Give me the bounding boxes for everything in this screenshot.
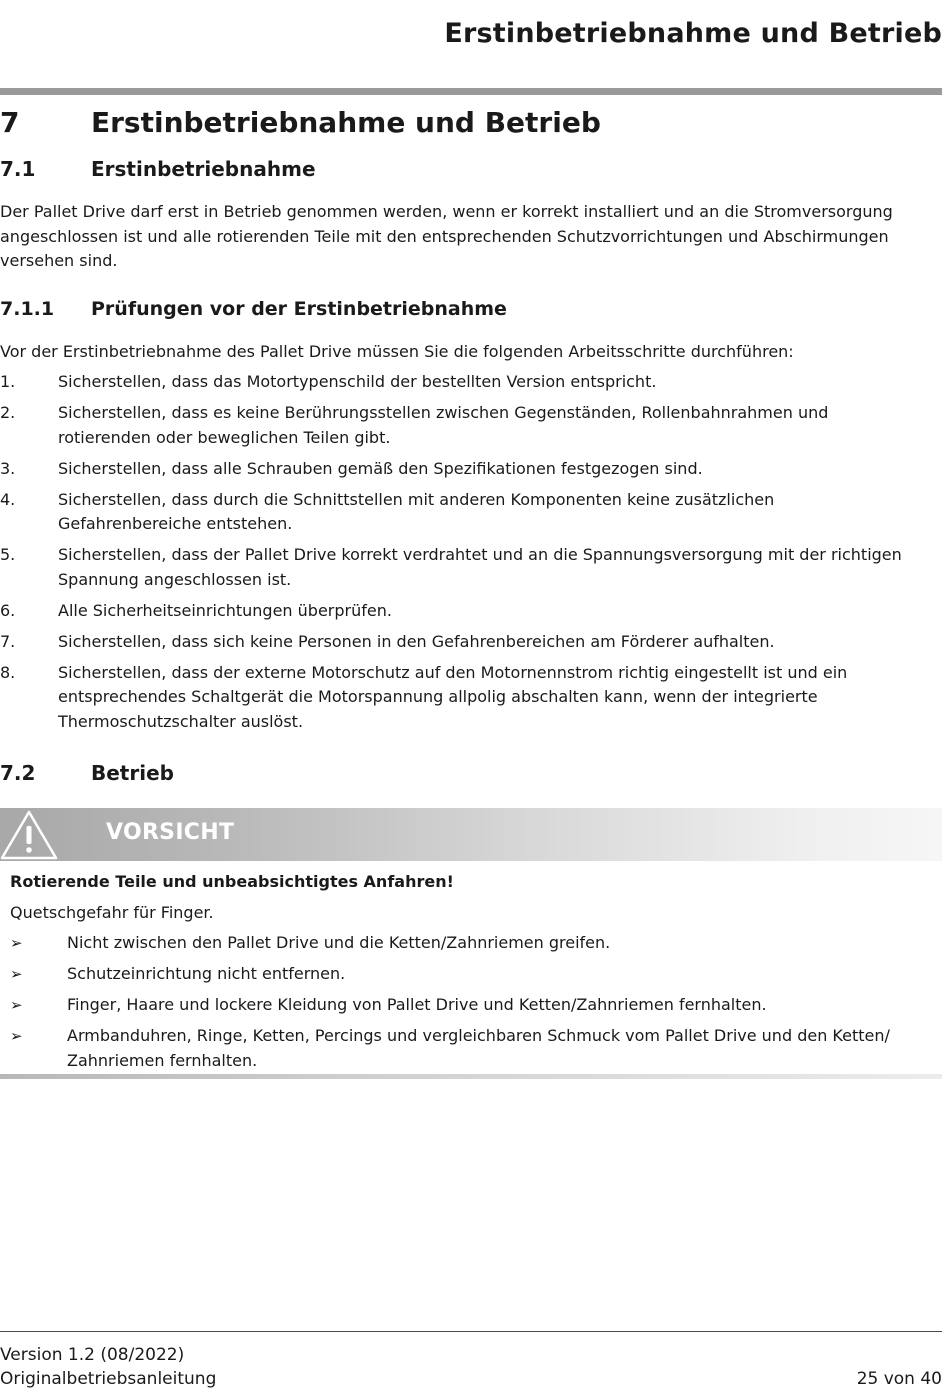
step-text: Alle Sicherheitseinrichtungen überprüfen.	[58, 600, 392, 620]
arrow-bullet-icon: ➢	[10, 1027, 23, 1045]
page-number: 25 von 40	[856, 1369, 942, 1389]
arrow-bullet-icon: ➢	[10, 934, 23, 952]
list-item	[0, 630, 915, 655]
caution-body	[10, 870, 910, 1080]
footer-version: Version 1.2 (08/2022)	[0, 1345, 185, 1365]
list-item	[10, 962, 910, 987]
section-number: 7.1	[0, 157, 36, 181]
list-item	[10, 1024, 910, 1073]
warning-triangle-icon	[0, 810, 58, 860]
hazard-title: Rotierende Teile und unbeabsichtigtes Anfahren!	[10, 872, 454, 891]
section-number: 7.1.1	[0, 298, 55, 320]
step-number: 7.	[0, 631, 16, 651]
list-item	[10, 993, 910, 1018]
measure-text: Nicht zwischen den Pallet Drive und die Ketten/Zahnriemen greifen.	[67, 933, 611, 952]
footer-rule	[0, 1331, 942, 1332]
section-title: Erstinbetriebnahme und Betrieb	[91, 106, 601, 139]
caution-label: VORSICHT	[106, 820, 235, 845]
measure-text: Schutzeinrichtung nicht entfernen.	[67, 964, 346, 983]
measure-text: Finger, Haare und lockere Kleidung von Pallet Drive und Ketten/Zahnriemen fernhalten.	[67, 995, 767, 1014]
section-title: Betrieb	[91, 761, 174, 785]
footer-left	[0, 1343, 216, 1391]
list-item	[0, 401, 915, 450]
hazard-measures	[10, 931, 910, 1073]
step-number: 4.	[0, 489, 16, 509]
checklist-steps	[0, 370, 915, 741]
step-number: 5.	[0, 545, 16, 564]
step-text: Sicherstellen, dass durch die Schnittstellen mit anderen Komponenten keine zusätzlichen Gefahrenbereiche entstehen.	[58, 489, 775, 533]
arrow-bullet-icon: ➢	[10, 996, 23, 1014]
caution-banner	[0, 808, 942, 861]
section-7-1-paragraph: Der Pallet Drive darf erst in Betrieb genommen werden, wenn er korrekt installiert und an die Stromversorgung angeschlossen ist und alle rotierenden Teile mit den entsprechenden Schutzvorrichtungen und Abschirmungen versehen sind.	[0, 202, 893, 270]
section-7-1-heading	[0, 157, 316, 181]
header-rule	[0, 88, 942, 95]
list-item	[0, 457, 915, 482]
section-7-1-1-heading	[0, 298, 507, 320]
section-7-1-1-intro: Vor der Erstinbetriebnahme des Pallet Drive müssen Sie die folgenden Arbeitsschritte durchführen:	[0, 342, 794, 361]
section-7-heading	[0, 106, 601, 139]
step-number: 3.	[0, 458, 16, 478]
list-item	[0, 543, 915, 592]
section-title: Prüfungen vor der Erstinbetriebnahme	[91, 298, 507, 320]
step-text: Sicherstellen, dass das Motortypenschild der bestellten Version entspricht.	[58, 372, 657, 391]
section-title: Erstinbetriebnahme	[91, 157, 316, 181]
step-text: Sicherstellen, dass sich keine Personen in den Gefahrenbereichen am Förderer aufhalten.	[58, 631, 775, 651]
measure-text: Armbanduhren, Ringe, Ketten, Percings und vergleichbaren Schmuck vom Pallet Drive und den Ketten/ Zahnriemen fernhalten.	[67, 1026, 890, 1070]
list-item	[0, 370, 915, 395]
running-header-title: Erstinbetriebnahme und Betrieb	[444, 18, 942, 49]
list-item	[0, 661, 915, 735]
section-number: 7	[0, 106, 20, 139]
section-number: 7.2	[0, 761, 36, 785]
section-7-2-heading	[0, 761, 174, 785]
hazard-consequence: Quetschgefahr für Finger.	[10, 902, 214, 922]
arrow-bullet-icon: ➢	[10, 965, 23, 983]
caution-bottom-rule	[0, 1074, 942, 1079]
step-number: 8.	[0, 662, 16, 682]
step-number: 6.	[0, 600, 16, 620]
step-number: 2.	[0, 403, 16, 422]
step-text: Sicherstellen, dass es keine Berührungsstellen zwischen Gegenständen, Rollenbahnrahmen und rotierenden oder beweglichen Teilen gibt.	[58, 403, 829, 447]
step-text: Sicherstellen, dass der externe Motorschutz auf den Motornennstrom richtig eingestellt ist und ein entsprechendes Schaltgerät die Motorspannung allpolig abschalten kann, wenn der integrierte Thermoschutzschalter auslöst.	[58, 662, 848, 731]
footer-doc-type: Originalbetriebsanleitung	[0, 1369, 217, 1389]
list-item	[10, 931, 910, 956]
list-item	[0, 488, 915, 537]
step-text: Sicherstellen, dass der Pallet Drive korrekt verdrahtet und an die Spannungsversorgung mit der richtigen Spannung angeschlossen ist.	[58, 545, 902, 589]
list-item	[0, 599, 915, 624]
step-text: Sicherstellen, dass alle Schrauben gemäß den Spezifikationen festgezogen sind.	[58, 458, 703, 478]
step-number: 1.	[0, 372, 16, 391]
